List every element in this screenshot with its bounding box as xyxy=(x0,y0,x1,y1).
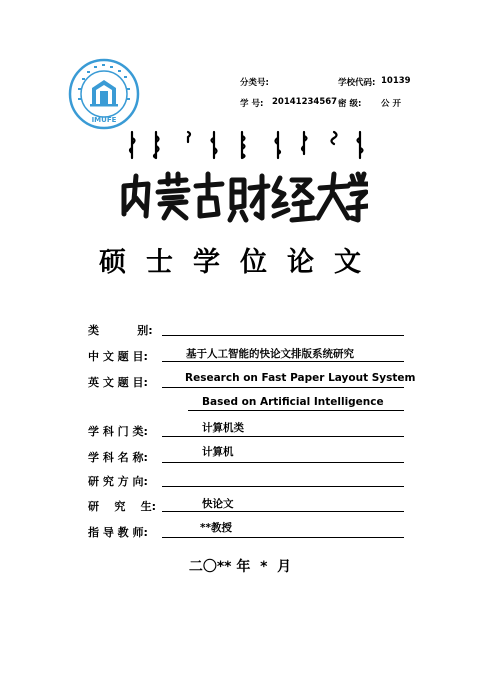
category-label: 类 别: xyxy=(88,324,153,337)
secret-value: 公 开 xyxy=(381,99,401,109)
english-title-label: 英 文 题 目: xyxy=(88,376,148,389)
graduate-student-value: 快论文 xyxy=(202,498,234,510)
mongolian-script-name xyxy=(128,128,368,162)
advisor-value: **教授 xyxy=(200,522,232,534)
university-logo xyxy=(68,58,140,130)
english-title-line-1 xyxy=(162,387,404,388)
university-calligraphy-name xyxy=(116,170,368,226)
english-title-line-2 xyxy=(188,410,404,411)
thesis-title: 硕士学位论文 xyxy=(99,247,381,278)
discipline-category-label: 学 科 门 类: xyxy=(88,425,148,438)
school-code-label: 学校代码: xyxy=(338,78,376,88)
advisor-label: 指 导 教 师: xyxy=(88,526,148,539)
thesis-date: 二〇** 年 * 月 xyxy=(188,559,292,575)
discipline-name-line xyxy=(162,462,404,463)
logo-text: IMUFE xyxy=(91,116,117,124)
research-direction-label: 研 究 方 向: xyxy=(88,475,148,488)
category-line xyxy=(162,335,404,336)
mongolian-script-icon xyxy=(128,128,368,162)
research-direction-line xyxy=(162,486,404,487)
english-title-value-1: Research on Fast Paper Layout System xyxy=(185,372,416,384)
student-id-label: 学 号: xyxy=(240,99,264,109)
discipline-category-value: 计算机类 xyxy=(202,422,244,434)
calligraphy-name-image xyxy=(116,170,368,226)
discipline-name-label: 学 科 名 称: xyxy=(88,451,148,464)
discipline-category-line xyxy=(162,436,404,437)
chinese-title-label: 中 文 题 目: xyxy=(88,350,148,363)
graduate-student-line xyxy=(162,511,404,512)
advisor-line xyxy=(162,537,404,538)
student-id-value: 20141234567 xyxy=(272,97,338,107)
graduate-student-label: 研 究 生: xyxy=(88,500,157,513)
discipline-name-value: 计算机 xyxy=(202,446,234,458)
logo-seal-icon xyxy=(68,58,140,130)
school-code-value: 10139 xyxy=(381,76,411,86)
secret-label: 密 级: xyxy=(338,99,362,109)
english-title-value-2: Based on Artificial Intelligence xyxy=(202,396,384,408)
chinese-title-value: 基于人工智能的快论文排版系统研究 xyxy=(186,348,354,360)
class-no-label: 分类号: xyxy=(240,78,269,88)
chinese-title-line xyxy=(162,361,404,362)
